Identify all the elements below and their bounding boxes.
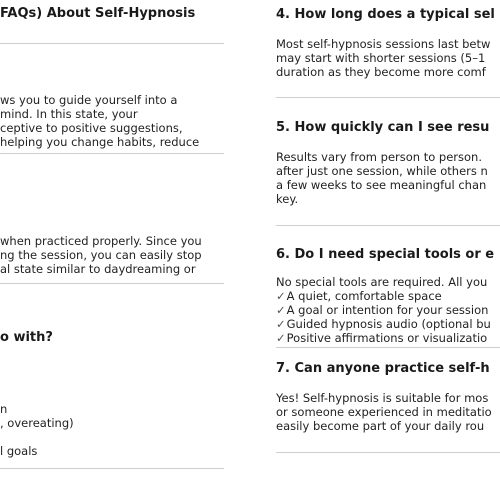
answer-line: , overeating)	[0, 416, 74, 430]
checklist-item-label: Guided hypnosis audio (optional bu	[286, 317, 491, 331]
answer-intro: No special tools are required. All you	[276, 275, 488, 289]
answer-line: may start with shorter sessions (5–1	[276, 51, 486, 65]
answer-line: Most self-hypnosis sessions last betw	[276, 37, 491, 51]
checklist-item	[276, 289, 500, 303]
section-title: FAQs) About Self-Hypnosis	[0, 6, 196, 21]
divider	[276, 452, 500, 453]
answer-line: easily become part of your daily rou	[276, 419, 485, 433]
checkmark-icon: ✓	[276, 331, 286, 345]
divider	[0, 43, 224, 44]
divider	[276, 347, 500, 348]
answer-line: helping you change habits, reduce	[0, 135, 200, 149]
answer-line: or someone experienced in meditatio	[276, 405, 492, 419]
answer-line: ws you to guide yourself into a	[0, 93, 178, 107]
checklist-item	[276, 317, 500, 331]
answer-line: ceptive to positive suggestions,	[0, 121, 183, 135]
answer-line: after just one session, while others n	[276, 164, 488, 178]
faq-section-title	[0, 6, 224, 22]
checklist-item-label: A quiet, comfortable space	[286, 289, 442, 303]
faq-answer-4	[276, 37, 500, 79]
faq-answer-7	[276, 391, 500, 433]
faq-item-7	[276, 361, 500, 377]
divider	[0, 468, 224, 469]
faq-answer-3	[0, 402, 224, 458]
faq-left-column	[0, 0, 224, 500]
answer-line: Yes! Self-hypnosis is suitable for mos	[276, 391, 489, 405]
faq-item-5	[276, 120, 500, 136]
faq-item-6	[276, 247, 500, 263]
faq-answer-1	[0, 93, 224, 149]
faq-answer-6	[276, 275, 500, 345]
answer-line: when practiced properly. Since you	[0, 234, 202, 248]
question-heading: 6. Do I need special tools or e	[276, 247, 495, 262]
answer-line: al state similar to daydreaming or	[0, 262, 196, 276]
checkmark-icon: ✓	[276, 289, 286, 303]
answer-line: Results vary from person to person.	[276, 150, 482, 164]
checklist-item	[276, 303, 500, 317]
faq-question-3	[0, 330, 224, 346]
divider	[276, 225, 500, 226]
question-heading: 7. Can anyone practice self-h	[276, 361, 490, 376]
checkmark-icon: ✓	[276, 317, 286, 331]
faq-item-4	[276, 7, 500, 23]
answer-line: key.	[276, 192, 299, 206]
faq-answer-5	[276, 150, 500, 206]
faq-answer-2	[0, 234, 224, 276]
question-heading: 4. How long does a typical sel	[276, 7, 495, 22]
answer-line: duration as they become more comf	[276, 65, 486, 79]
question-heading: 5. How quickly can I see resu	[276, 120, 490, 135]
answer-line: a few weeks to see meaningful chan	[276, 178, 487, 192]
checklist-item-label: Positive affirmations or visualizatio	[286, 331, 488, 345]
divider	[0, 153, 224, 154]
divider	[0, 283, 224, 284]
answer-line: ng the session, you can easily stop	[0, 248, 202, 262]
divider	[276, 97, 500, 98]
checkmark-icon: ✓	[276, 303, 286, 317]
checklist-item	[276, 331, 500, 345]
answer-line	[0, 430, 224, 444]
answer-line: l goals	[0, 444, 38, 458]
question-heading: o with?	[0, 330, 53, 345]
answer-line: mind. In this state, your	[0, 107, 138, 121]
checklist-item-label: A goal or intention for your session	[286, 303, 489, 317]
answer-line: n	[0, 402, 8, 416]
faq-right-column	[276, 0, 500, 500]
